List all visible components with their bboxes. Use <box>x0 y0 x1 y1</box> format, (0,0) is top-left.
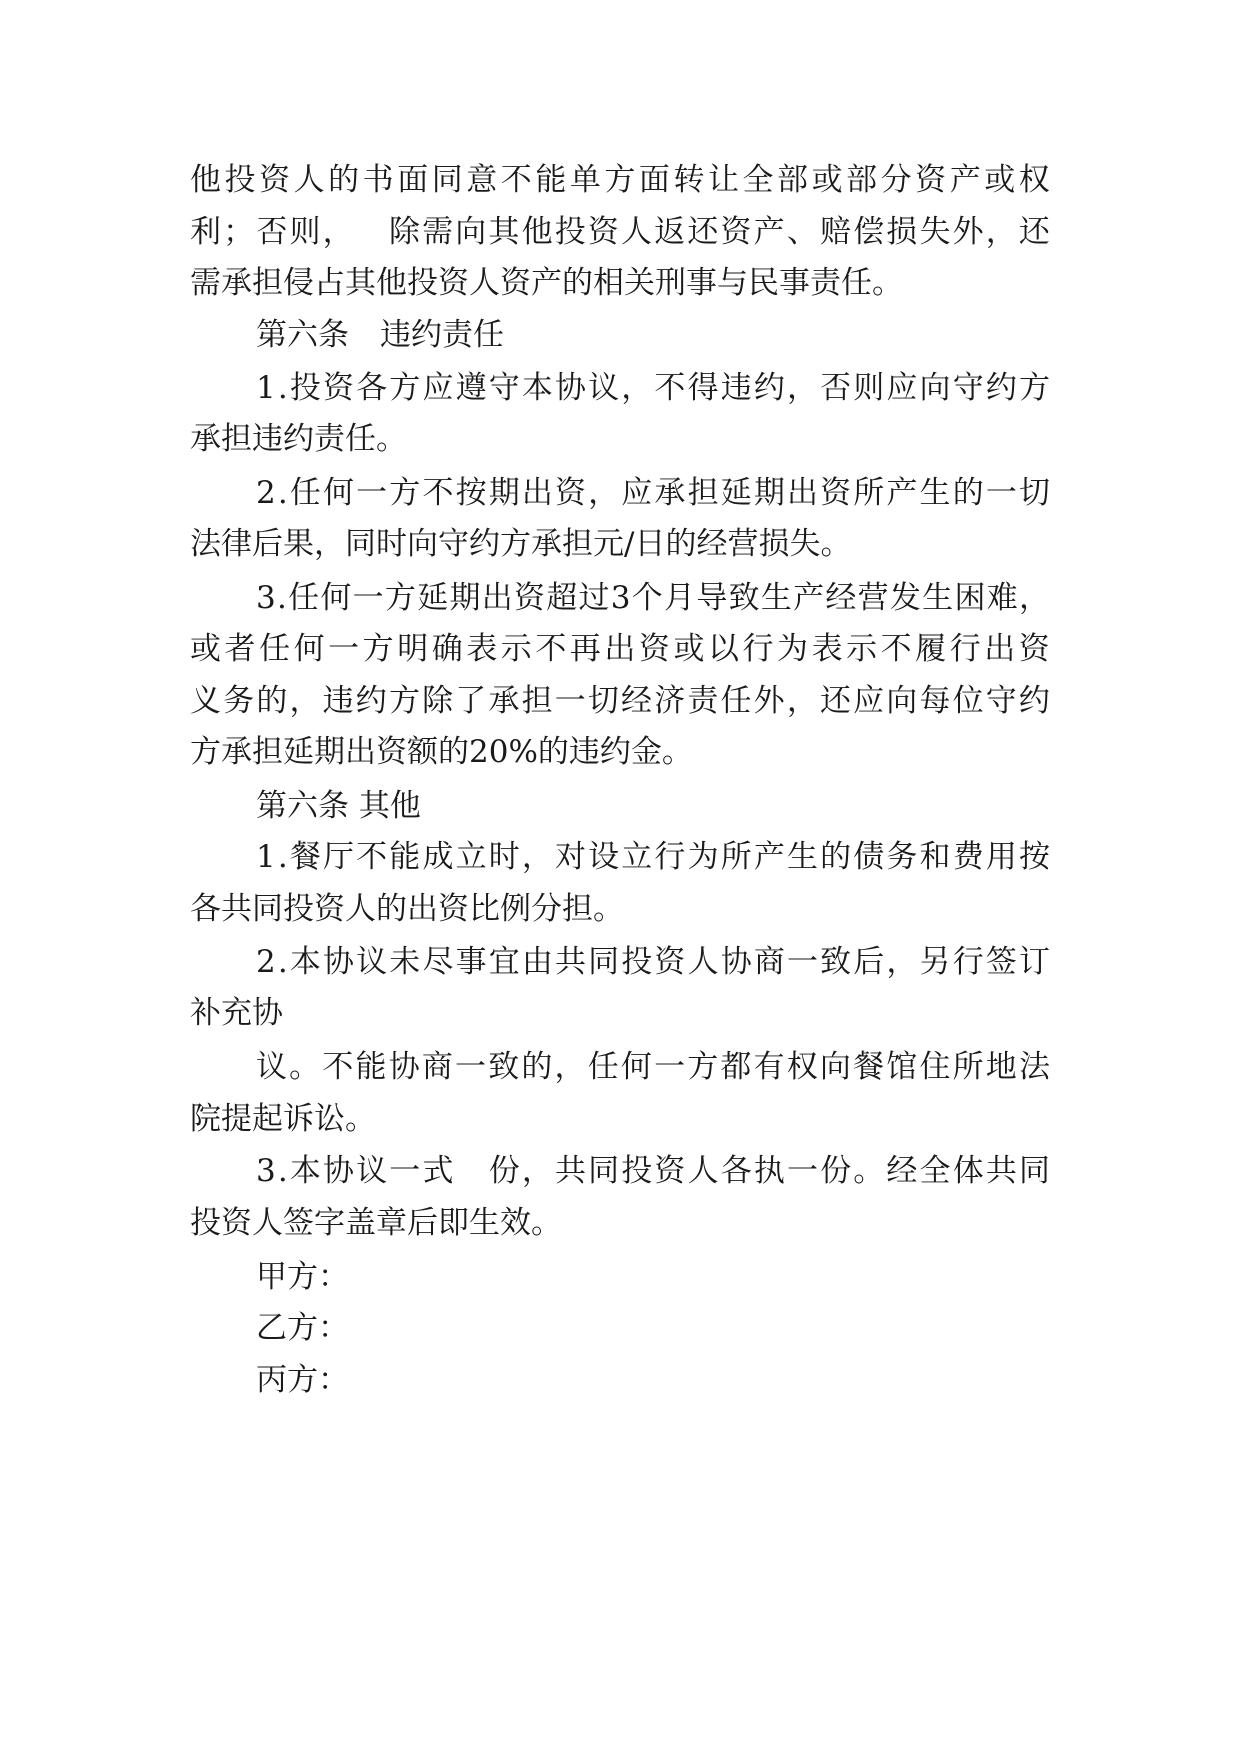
text-line: 3 . 本 协 议 一 式 份 ， 共 同 投 资 人 各 执 一 份 。 经 全 体 共 同 <box>256 1153 1050 1189</box>
text-line: 2 . 任 何 一 方 不 按 期 出 资 ， 应 承 担 延 期 出 资 所 产 生 的 一 切 <box>256 475 1050 511</box>
text-line: 利 ； 否 则 ， 除 需 向 其 他 投 资 人 返 还 资 产 、 赔 偿 损 失 外 ， 还 <box>190 214 1050 250</box>
text-line: 他 投 资 人 的 书 面 同 意 不 能 单 方 面 转 让 全 部 或 部 分 资 产 或 权 <box>190 162 1050 198</box>
text-line: 或 者 任 何 一 方 明 确 表 示 不 再 出 资 或 以 行 为 表 示 不 履 行 出 资 <box>190 631 1050 667</box>
text-line: 议 。 不 能 协 商 一 致 的 ， 任 何 一 方 都 有 权 向 餐 馆 住 所 地 法 <box>256 1049 1050 1085</box>
text-line: 乙方： <box>256 1310 349 1346</box>
text-line: 1 . 餐 厅 不 能 成 立 时 ， 对 设 立 行 为 所 产 生 的 债 务 和 费 用 按 <box>256 839 1050 875</box>
text-line: 方承担延期出资额的20%的违约金。 <box>190 734 693 770</box>
text-line: 需承担侵占其他投资人资产的相关刑事与民事责任。 <box>190 265 903 301</box>
text-line: 3 . 任 何 一 方 延 期 出 资 超 过 3 个 月 导 致 生 产 经 营 发 生 困 难 ， <box>256 580 1050 616</box>
text-line: 第六条 违约责任 <box>256 317 504 353</box>
text-line: 补充协 <box>190 995 283 1031</box>
text-line: 2 . 本 协 议 未 尽 事 宜 由 共 同 投 资 人 协 商 一 致 后 ， 另 行 签 订 <box>256 944 1050 980</box>
text-line: 甲方： <box>256 1259 349 1295</box>
text-line: 丙方： <box>256 1362 349 1398</box>
text-line: 各共同投资人的出资比例分担。 <box>190 891 624 927</box>
text-line: 第六条 其他 <box>256 788 421 824</box>
text-line: 义 务 的 ， 违 约 方 除 了 承 担 一 切 经 济 责 任 外 ， 还 应 向 每 位 守 约 <box>190 683 1050 719</box>
text-line: 法律后果，同时向守约方承担元/日的经营损失。 <box>190 526 852 562</box>
text-line: 承担违约责任。 <box>190 421 407 457</box>
text-line: 投资人签字盖章后即生效。 <box>190 1205 562 1241</box>
text-line: 院提起诉讼。 <box>190 1101 376 1137</box>
text-line: 1 . 投 资 各 方 应 遵 守 本 协 议 ， 不 得 违 约 ， 否 则 应 向 守 约 方 <box>256 370 1050 406</box>
